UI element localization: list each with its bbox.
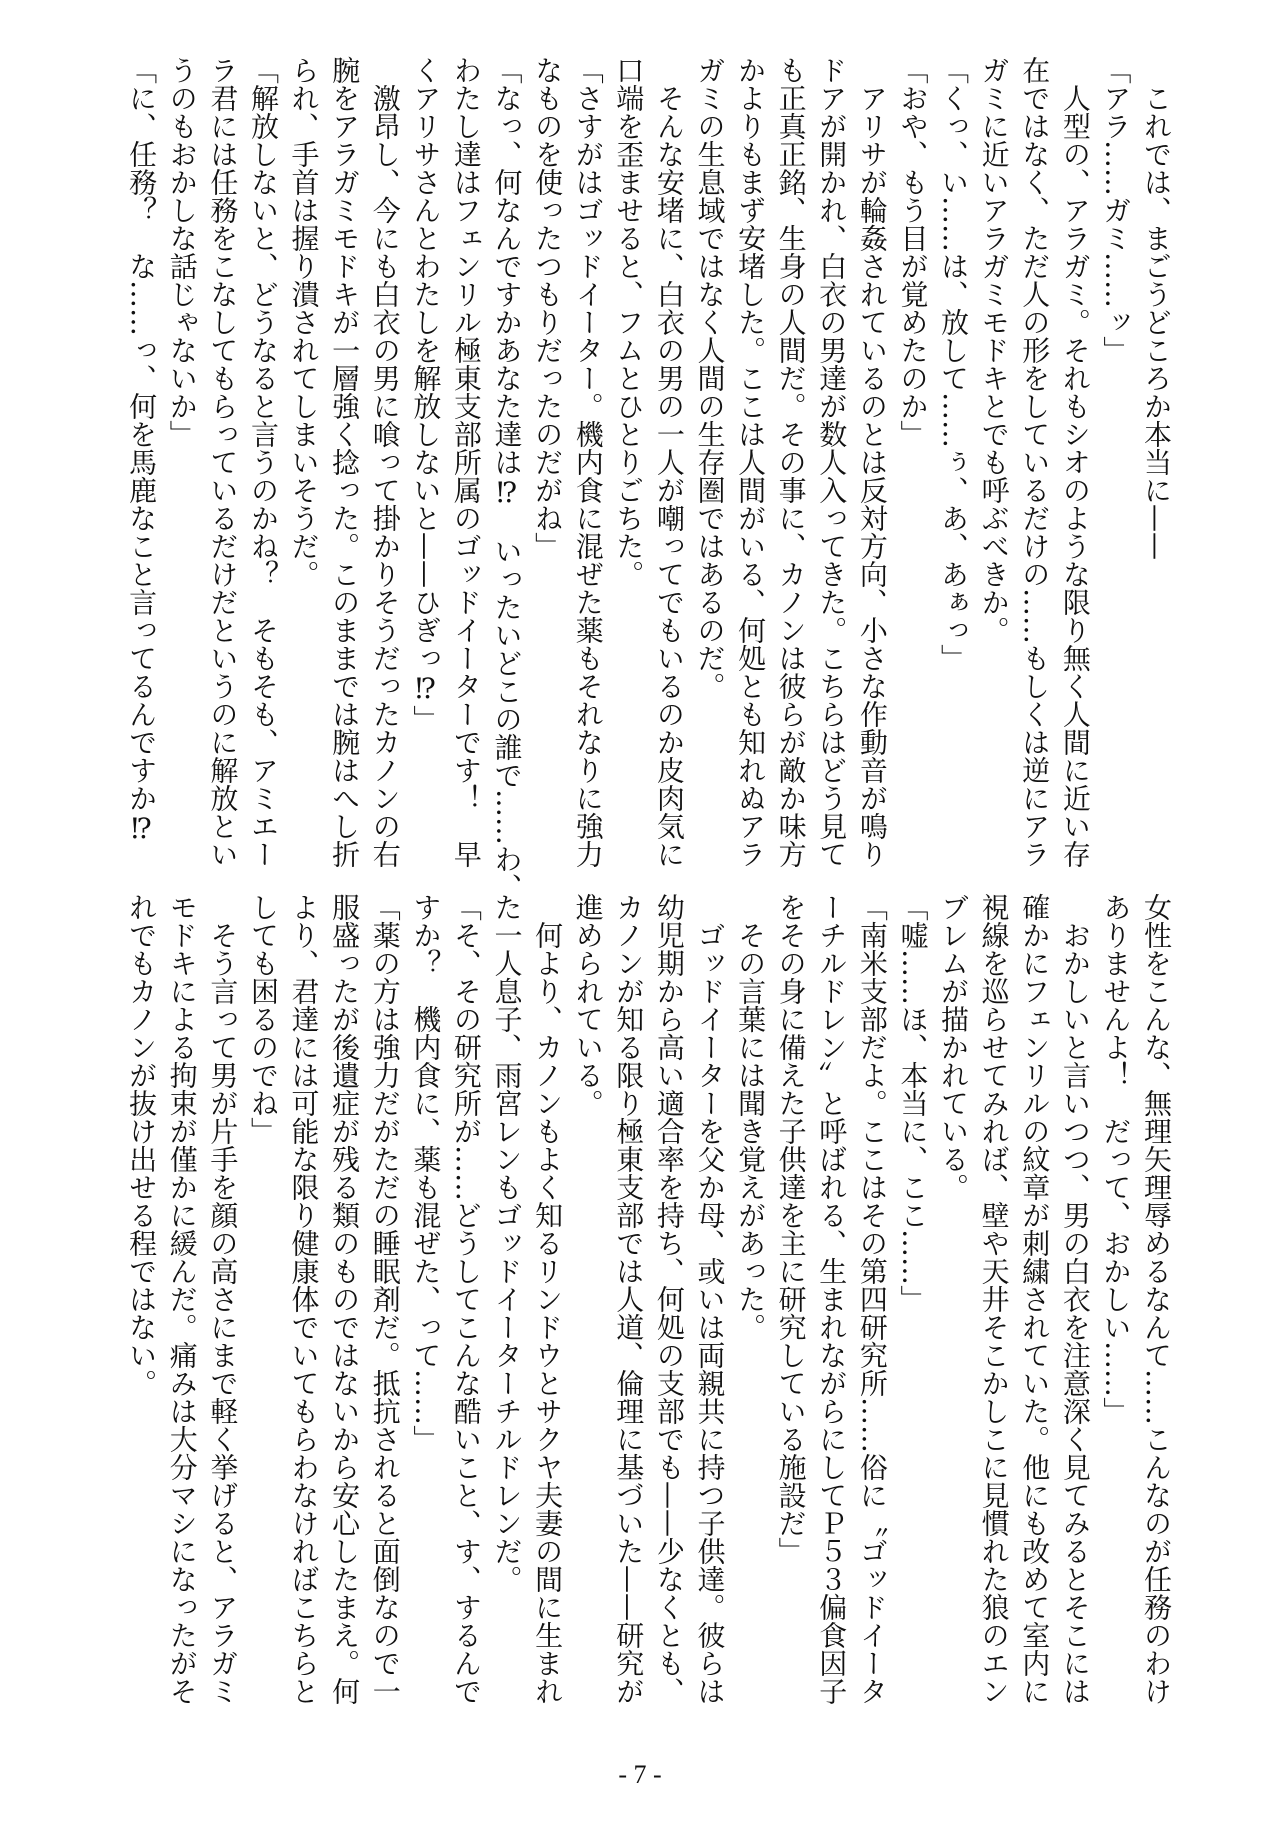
text-column: かよりもまず安堵した。ここは人間がいる、何処とも知れぬアラ [734,56,768,868]
text-column: 確かにフェンリルの紋章が刺繍されていた。他にも改めて室内に [1018,893,1052,1705]
text-column: 「なっ、何なんですかあなた達は⁉ いったいどこの誰で……わ、 [490,56,524,901]
text-column: より、君達には可能な限り健康体でいてもらわなければこちらと [287,893,321,1705]
text-column: ガミの生息域ではなく人間の生存圏ではあるのだ。 [693,56,727,700]
text-column: しても困るのでね」 [246,893,280,1145]
text-column: れでもカノンが抜け出せる程ではない。 [125,893,159,1397]
text-column: これでは、まごうどころか本当に—— [1140,56,1173,560]
text-column: その言葉には聞き覚えがあった。 [734,893,768,1341]
text-column: なものを使ったつもりだったのだがね」 [531,56,565,560]
text-column: 何より、カノンもよく知るリンドウとサクヤ夫妻の間に生まれ [531,893,565,1705]
text-column: ドアが開かれ、白衣の男達が数人入ってきた。こちらはどう見て [815,56,849,868]
text-column: アリサが輪姦されているのとは反対方向、小さな作動音が鳴り [855,56,889,868]
text-column: 「そ、その研究所が……どうしてこんな酷いこと、す、するんで [449,893,483,1705]
text-column: ガミに近いアラガミモドキとでも呼ぶべきか。 [977,56,1011,644]
text-column: 「南米支部だよ。ここはその第四研究所……俗に〝ゴッドイータ [855,893,889,1705]
text-block-bottom [120,893,1176,1705]
text-column: すか？ 機内食に、薬も混ぜた、って……」 [409,893,443,1453]
text-column: 「さすがはゴッドイーター。機内食に混ぜた薬もそれなりに強力 [571,56,605,868]
text-column: くアリサさんとわたしを解放しないと——ひぎっ⁉」 [409,56,443,733]
text-column: ブレムが描かれている。 [937,893,971,1201]
text-column: 激昂し、今にも白衣の男に喰って掛かりそうだったカノンの右 [368,56,402,868]
text-column: 「アラ……ガミ……ッ」 [1099,56,1133,364]
text-column: 「に、任務？ な……っ、何を馬鹿なこと言ってるんですか⁉ [125,56,159,845]
text-column: ありませんよ！ だって、おかしい……」 [1099,893,1133,1425]
text-column: わたし達はフェンリル極東支部所属のゴッドイーターです！ 早 [449,56,483,868]
text-column: おかしいと言いつつ、男の白衣を注意深く見てみるとそこには [1058,893,1092,1705]
text-column: 「おや、もう目が覚めたのか」 [896,56,930,448]
text-column: 「嘘……ほ、本当に、ここ……」 [896,893,930,1313]
text-column: 女性をこんな、無理矢理辱めるなんて……こんなのが任務のわけ [1140,893,1173,1705]
text-column: 視線を巡らせてみれば、壁や天井そこかしこに見慣れた狼のエン [977,893,1011,1705]
text-column: られ、手首は握り潰されてしまいそうだ。 [287,56,321,588]
text-column: そう言って男が片手を顔の高さにまで軽く挙げると、アラガミ [206,893,240,1705]
text-column: 服盛ったが後遺症が残る類のものではないから安心したまえ。何 [328,893,362,1705]
text-column: 腕をアラガミモドキが一層強く捻った。このままでは腕はへし折 [328,56,362,868]
text-block-top [120,56,1176,901]
text-column: 進められている。 [571,893,605,1117]
text-column: 在ではなく、ただ人の形をしているだけの……もしくは逆にアラ [1018,56,1052,868]
text-column: 「解放しないと、どうなると言うのかね？ そもそも、アミエー [246,56,280,868]
text-column: も正真正銘、生身の人間だ。その事に、カノンは彼らが敵か味方 [774,56,808,868]
page-number: - 7 - [618,1760,662,1789]
text-column: 「くっ、い……は、放して……ぅ、あ、あぁっ」 [937,56,971,672]
text-column: カノンが知る限り極東支部では人道、倫理に基づいた——研究が [612,893,646,1705]
text-column: 幼児期から高い適合率を持ち、何処の支部でも——少なくとも、 [652,893,686,1705]
text-column: ゴッドイーターを父か母、或いは両親共に持つ子供達。彼らは [693,893,727,1705]
text-column: うのもおかしな話じゃないか」 [165,56,199,448]
text-column: ーチルドレン〟と呼ばれる、生まれながらにしてＰ５３偏食因子 [815,893,849,1705]
text-column: 人型の、アラガミ。それもシオのような限り無く人間に近い存 [1058,56,1092,868]
text-column: ラ君には任務をこなしてもらっているだけだというのに解放とい [206,56,240,868]
text-column: 「薬の方は強力だがただの睡眠剤だ。抵抗されると面倒なので一 [368,893,402,1705]
text-column: た一人息子、雨宮レンもゴッドイーターチルドレンだ。 [490,893,524,1593]
text-column: をその身に備えた子供達を主に研究している施設だ」 [774,893,808,1565]
text-column: そんな安堵に、白衣の男の一人が嘲ってでもいるのか皮肉気に [652,56,686,868]
text-column: 口端を歪ませると、フムとひとりごちた。 [612,56,646,588]
text-column: モドキによる拘束が僅かに緩んだ。痛みは大分マシになったがそ [165,893,199,1705]
